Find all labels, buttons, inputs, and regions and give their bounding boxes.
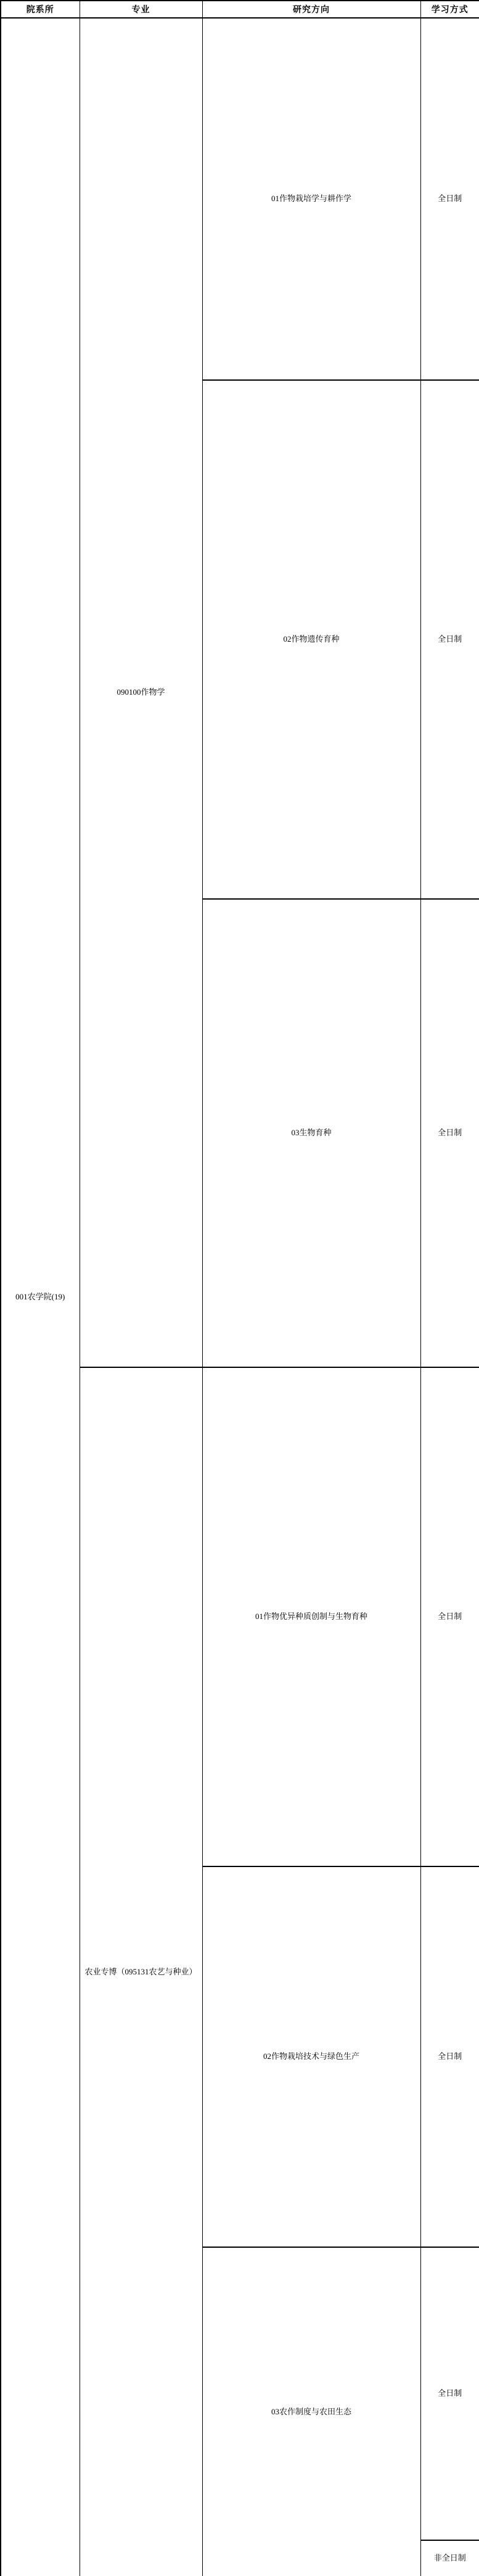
direction-cell: 03生物育种 [202, 899, 420, 1367]
study-mode-cell: 全日制 [420, 899, 479, 1367]
header-cell-major: 专业 [80, 1, 202, 18]
table-header-row [1, 1, 479, 18]
header-cell-department: 院系所 [1, 1, 80, 18]
study-mode-cell: 全日制 [420, 1367, 479, 1866]
direction-cell: 01作物优异种质创制与生物育种 [202, 1367, 420, 1866]
direction-cell: 01作物栽培学与耕作学 [202, 18, 420, 380]
table-row [1, 18, 479, 380]
study-mode-cell: 全日制 [420, 1866, 479, 2247]
study-mode-cell: 全日制 [420, 2247, 479, 2540]
header-cell-study-mode: 学习方式 [420, 1, 479, 18]
direction-cell: 02作物栽培技术与绿色生产 [202, 1866, 420, 2247]
study-mode-cell: 非全日制 [420, 2540, 479, 2576]
major-cell-agriculture-professional-doctorate: 农业专博（095131农艺与种业） [80, 1367, 202, 2576]
department-cell: 001农学院(19) [1, 18, 80, 2576]
direction-cell: 02作物遗传育种 [202, 380, 420, 899]
major-cell-crop-science: 090100作物学 [80, 18, 202, 1367]
study-mode-cell: 全日制 [420, 18, 479, 380]
header-cell-direction: 研究方向 [202, 1, 420, 18]
study-mode-cell: 全日制 [420, 380, 479, 899]
direction-cell: 03农作制度与农田生态 [202, 2247, 420, 2576]
